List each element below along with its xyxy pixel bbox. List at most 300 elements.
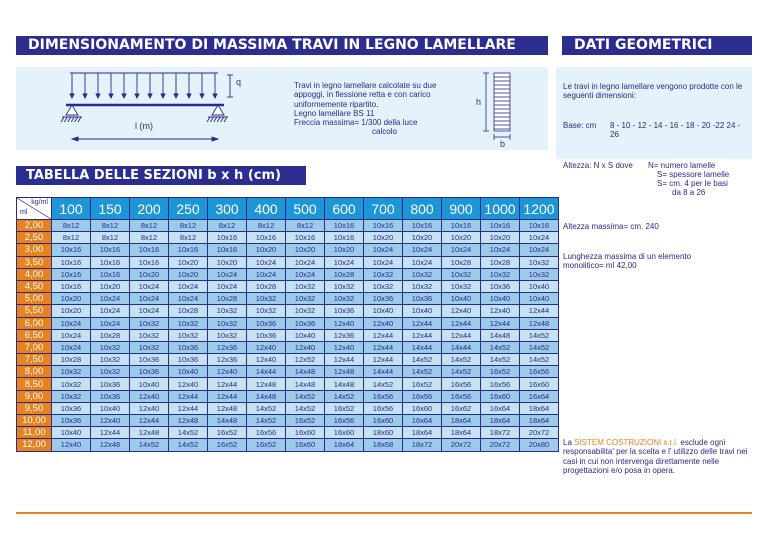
section-cell: 10x40 (403, 305, 442, 317)
desc-line: Legno lamellare BS 11 (294, 108, 375, 118)
altezza-s2: S= cm. 4 per le basi (657, 179, 728, 188)
section-cell: 10x40 (481, 293, 520, 305)
corner-span-unit: ml (20, 209, 28, 216)
section-cell: 8x12 (286, 220, 325, 232)
section-cell: 10x16 (325, 232, 364, 244)
load-header: 300 (208, 198, 247, 220)
section-cell: 12x40 (208, 366, 247, 378)
section-cell: 16x56 (325, 415, 364, 427)
section-cell: 16x52 (325, 402, 364, 414)
section-cell: 12x44 (481, 317, 520, 329)
section-cell: 10x36 (481, 280, 520, 292)
load-header: 150 (91, 198, 130, 220)
altezza-s3: da 8 a 26 (672, 188, 706, 197)
load-header: 900 (442, 198, 481, 220)
desc-line: Travi in legno lamellare calcolate su due (294, 81, 437, 90)
section-cell: 16x56 (403, 390, 442, 402)
section-cell: 10x20 (169, 256, 208, 268)
section-cell: 10x24 (169, 293, 208, 305)
section-cell: 12x40 (91, 415, 130, 427)
disclaimer-prefix: La (563, 438, 575, 447)
section-cell: 10x16 (208, 232, 247, 244)
section-cell: 14x52 (520, 341, 559, 353)
section-cell: 10x32 (130, 341, 169, 353)
section-cell: 18x64 (481, 415, 520, 427)
section-cell: 8x12 (247, 220, 286, 232)
section-cell: 10x24 (403, 256, 442, 268)
section-cell: 16x60 (520, 378, 559, 390)
section-cell: 10x32 (481, 268, 520, 280)
company-name: SISTEM COSTRUZIONI s.r.l. (574, 438, 679, 447)
section-cell: 12x40 (247, 341, 286, 353)
section-cell: 10x16 (442, 220, 481, 232)
table-body (17, 220, 559, 452)
section-cell: 10x32 (169, 317, 208, 329)
section-cell: 10x28 (325, 268, 364, 280)
section-cell: 14x52 (442, 354, 481, 366)
section-cell: 14x48 (325, 378, 364, 390)
section-cell: 10x24 (364, 256, 403, 268)
section-cell: 8x12 (91, 220, 130, 232)
desc-line: uniformemente ripartito. (294, 99, 379, 109)
base-label: Base: cm (563, 121, 597, 130)
section-cell: 14x52 (364, 378, 403, 390)
section-cell: 16x62 (442, 402, 481, 414)
section-cell: 14x52 (130, 439, 169, 451)
section-diagram (474, 67, 534, 149)
section-cell: 10x36 (52, 415, 91, 427)
section-cell: 12x40 (481, 305, 520, 317)
section-cell: 10x36 (403, 293, 442, 305)
section-cell: 12x44 (364, 329, 403, 341)
table-row (17, 378, 559, 390)
table-header-row (17, 198, 559, 220)
section-cell: 16x52 (247, 439, 286, 451)
section-cell: 10x16 (403, 220, 442, 232)
section-cell: 10x16 (208, 244, 247, 256)
beam-length-label: l (m) (135, 121, 153, 131)
section-cell: 10x40 (52, 427, 91, 439)
section-cell: 16x56 (442, 378, 481, 390)
section-cell: 10x28 (91, 329, 130, 341)
section-cell: 8x12 (130, 220, 169, 232)
section-cell: 10x36 (52, 402, 91, 414)
section-cell: 18x64 (520, 415, 559, 427)
section-cell: 16x56 (520, 366, 559, 378)
load-header: 500 (286, 198, 325, 220)
section-cell: 10x16 (52, 256, 91, 268)
section-cell: 16x60 (364, 415, 403, 427)
section-cell: 10x40 (364, 305, 403, 317)
section-cell: 12x40 (130, 402, 169, 414)
section-h-label: h (476, 97, 482, 107)
table-row (17, 366, 559, 378)
section-cell: 10x32 (130, 329, 169, 341)
section-cell: 10x40 (520, 293, 559, 305)
section-cell: 10x36 (91, 378, 130, 390)
section-cell: 14x44 (403, 341, 442, 353)
span-cell: 5,00 (17, 293, 52, 305)
load-header: 700 (364, 198, 403, 220)
section-cell: 10x20 (247, 244, 286, 256)
base-values: 8 - 10 - 12 - 14 - 16 - 18 - 20 -22 24 - 26 (610, 121, 741, 140)
span-cell: 6,50 (17, 329, 52, 341)
altezza-n: N= numero lamelle (648, 161, 716, 170)
section-cell: 10x16 (325, 220, 364, 232)
section-cell: 12x40 (169, 378, 208, 390)
load-header: 800 (403, 198, 442, 220)
section-cell: 10x24 (325, 256, 364, 268)
table-row (17, 427, 559, 439)
section-cell: 10x32 (169, 329, 208, 341)
section-cell: 18x72 (403, 439, 442, 451)
section-cell: 12x44 (208, 378, 247, 390)
span-cell: 9,50 (17, 402, 52, 414)
span-cell: 2,50 (17, 232, 52, 244)
section-cell: 10x20 (91, 280, 130, 292)
section-cell: 10x40 (130, 378, 169, 390)
section-cell: 12x44 (520, 305, 559, 317)
table-row (17, 317, 559, 329)
section-cell: 16x56 (364, 390, 403, 402)
section-cell: 20x72 (442, 439, 481, 451)
section-cell: 16x52 (286, 415, 325, 427)
section-cell: 10x24 (286, 256, 325, 268)
section-cell: 14x52 (403, 366, 442, 378)
section-cell: 10x24 (247, 256, 286, 268)
page-title: DIMENSIONAMENTO DI MASSIMA TRAVI IN LEGNO LAMELLARE (16, 36, 548, 55)
section-cell: 10x32 (208, 317, 247, 329)
section-cell: 10x16 (91, 244, 130, 256)
section-cell: 12x40 (325, 317, 364, 329)
section-cell: 10x16 (481, 220, 520, 232)
table-row (17, 280, 559, 292)
section-cell: 10x32 (520, 256, 559, 268)
section-cell: 10x16 (52, 244, 91, 256)
span-cell: 11,00 (17, 427, 52, 439)
section-cell: 10x24 (208, 280, 247, 292)
section-cell: 10x20 (325, 244, 364, 256)
section-cell: 10x24 (247, 268, 286, 280)
section-cell: 20x80 (520, 439, 559, 451)
table-row (17, 415, 559, 427)
bottom-rule (16, 512, 752, 514)
section-cell: 10x24 (91, 317, 130, 329)
section-cell: 12x44 (169, 402, 208, 414)
section-cell: 10x32 (403, 268, 442, 280)
span-cell: 5,50 (17, 305, 52, 317)
section-cell: 12x44 (403, 329, 442, 341)
section-cell: 12x36 (325, 329, 364, 341)
section-cell: 18x64 (442, 415, 481, 427)
section-cell: 10x28 (442, 256, 481, 268)
section-cell: 12x44 (403, 317, 442, 329)
section-cell: 12x40 (286, 341, 325, 353)
section-cell: 16x56 (364, 402, 403, 414)
section-cell: 16x60 (403, 402, 442, 414)
section-cell: 10x24 (130, 280, 169, 292)
section-cell: 18x72 (481, 427, 520, 439)
section-cell: 10x32 (286, 280, 325, 292)
section-cell: 10x24 (286, 268, 325, 280)
table-row (17, 390, 559, 402)
section-cell: 10x40 (286, 329, 325, 341)
intro-panel (16, 67, 548, 150)
section-cell: 10x32 (442, 280, 481, 292)
section-cell: 16x56 (247, 427, 286, 439)
load-header: 1200 (520, 198, 559, 220)
beam-diagram (56, 67, 276, 147)
section-cell: 10x24 (169, 280, 208, 292)
section-cell: 16x64 (403, 415, 442, 427)
section-cell: 10x36 (247, 317, 286, 329)
section-cell: 8x12 (130, 232, 169, 244)
section-cell: 14x48 (247, 390, 286, 402)
section-cell: 14x48 (208, 415, 247, 427)
table-row (17, 293, 559, 305)
desc-line: calcolo (372, 127, 397, 137)
section-cell: 10x16 (130, 244, 169, 256)
section-cell: 14x48 (286, 366, 325, 378)
table-row (17, 354, 559, 366)
section-cell: 10x36 (325, 305, 364, 317)
disclaimer-text: esclude ogni responsabilita' per la scelta e l' utilizzo delle travi nei casi in cui non intervenga direttamente nelle progettazioni e/o posa in opera. (563, 438, 748, 476)
section-cell: 18x68 (364, 439, 403, 451)
section-cell: 12x48 (130, 427, 169, 439)
section-cell: 16x60 (481, 390, 520, 402)
section-cell: 10x28 (247, 280, 286, 292)
section-cell: 14x52 (403, 354, 442, 366)
section-cell: 12x36 (208, 354, 247, 366)
section-cell: 10x24 (364, 244, 403, 256)
section-cell: 16x60 (286, 439, 325, 451)
beam-description (294, 81, 464, 137)
section-cell: 10x32 (325, 280, 364, 292)
desc-line: appoggi, in flessione retta e con carico (294, 90, 431, 100)
section-cell: 8x12 (52, 220, 91, 232)
section-cell: 10x36 (364, 293, 403, 305)
section-cell: 10x24 (52, 317, 91, 329)
section-cell: 10x24 (52, 329, 91, 341)
section-cell: 10x32 (520, 268, 559, 280)
section-cell: 10x36 (91, 390, 130, 402)
section-cell: 16x52 (208, 439, 247, 451)
geometry-panel (556, 67, 752, 159)
section-cell: 12x40 (442, 305, 481, 317)
desc-line: Freccia massima= 1/300 della luce (294, 118, 418, 128)
section-cell: 8x12 (208, 220, 247, 232)
section-cell: 10x32 (208, 329, 247, 341)
lunghezza-max: Lunghezza massima di un elemento monolitico= ml 42,00 (563, 252, 692, 271)
span-cell: 8,50 (17, 378, 52, 390)
section-cell: 14x52 (169, 427, 208, 439)
section-cell: 12x44 (364, 341, 403, 353)
section-cell: 12x48 (325, 366, 364, 378)
section-cell: 8x12 (169, 220, 208, 232)
section-cell: 12x40 (130, 390, 169, 402)
section-cell: 16x52 (208, 427, 247, 439)
section-cell: 10x20 (130, 268, 169, 280)
section-cell: 10x20 (286, 244, 325, 256)
section-cell: 12x52 (286, 354, 325, 366)
table-row (17, 232, 559, 244)
section-cell: 16x56 (481, 378, 520, 390)
section-cell: 10x24 (91, 293, 130, 305)
section-cell: 16x60 (325, 427, 364, 439)
section-cell: 18x64 (442, 427, 481, 439)
table-title: TABELLA DELLE SEZIONI b x h (cm) (16, 166, 306, 185)
section-cell: 10x40 (91, 402, 130, 414)
section-cell: 16x52 (403, 378, 442, 390)
section-cell: 10x32 (364, 268, 403, 280)
section-cell: 10x24 (52, 341, 91, 353)
section-cell: 10x24 (130, 305, 169, 317)
table-row (17, 329, 559, 341)
section-cell: 14x52 (481, 354, 520, 366)
section-cell: 10x16 (286, 232, 325, 244)
section-cell: 10x28 (208, 293, 247, 305)
load-header: 250 (169, 198, 208, 220)
section-cell: 10x32 (286, 305, 325, 317)
section-cell: 14x52 (247, 402, 286, 414)
geometry-title: DATI GEOMETRICI (562, 36, 752, 55)
section-cell: 10x40 (520, 280, 559, 292)
table-corner (17, 198, 52, 220)
table-row (17, 305, 559, 317)
section-cell: 10x20 (403, 232, 442, 244)
section-cell: 12x44 (364, 354, 403, 366)
geometry-intro: Le travi in legno lamellare vengono prodotte con le seguenti dimensioni: (563, 82, 743, 101)
section-cell: 10x24 (481, 244, 520, 256)
section-cell: 12x44 (442, 317, 481, 329)
section-cell: 20x72 (520, 427, 559, 439)
section-cell: 10x32 (325, 293, 364, 305)
section-cell: 10x32 (52, 390, 91, 402)
span-cell: 7,50 (17, 354, 52, 366)
section-cell: 10x16 (169, 244, 208, 256)
altezza-max: Altezza massima= cm. 240 (563, 222, 659, 231)
section-cell: 12x44 (442, 329, 481, 341)
section-cell: 10x36 (169, 354, 208, 366)
section-cell: 14x52 (520, 354, 559, 366)
section-cell: 14x52 (520, 329, 559, 341)
section-cell: 12x36 (208, 341, 247, 353)
table-row (17, 256, 559, 268)
section-cell: 10x32 (247, 293, 286, 305)
table-row (17, 439, 559, 451)
section-cell: 10x32 (91, 366, 130, 378)
section-cell: 10x32 (91, 341, 130, 353)
section-cell: 12x40 (247, 354, 286, 366)
section-cell: 10x16 (52, 280, 91, 292)
section-cell: 12x40 (325, 341, 364, 353)
section-cell: 10x32 (52, 378, 91, 390)
section-cell: 12x44 (169, 390, 208, 402)
section-cell: 10x36 (247, 329, 286, 341)
section-cell: 10x28 (52, 354, 91, 366)
section-cell: 10x32 (286, 293, 325, 305)
section-cell: 10x36 (286, 317, 325, 329)
table-row (17, 268, 559, 280)
section-cell: 10x32 (130, 317, 169, 329)
span-cell: 10,00 (17, 415, 52, 427)
section-cell: 10x28 (169, 305, 208, 317)
span-cell: 4,00 (17, 268, 52, 280)
section-cell: 14x52 (442, 366, 481, 378)
section-cell: 10x20 (169, 268, 208, 280)
section-cell: 14x52 (286, 390, 325, 402)
section-cell: 10x32 (247, 305, 286, 317)
disclaimer (563, 438, 749, 476)
table-row (17, 341, 559, 353)
section-cell: 14x52 (325, 390, 364, 402)
section-cell: 14x52 (481, 341, 520, 353)
span-cell: 7,00 (17, 341, 52, 353)
section-cell: 10x24 (442, 244, 481, 256)
section-cell: 10x28 (481, 256, 520, 268)
section-cell: 12x44 (208, 390, 247, 402)
section-cell: 10x32 (442, 268, 481, 280)
section-cell: 10x36 (169, 341, 208, 353)
section-cell: 10x24 (130, 293, 169, 305)
span-cell: 3,00 (17, 244, 52, 256)
section-cell: 10x20 (52, 305, 91, 317)
section-cell: 8x12 (52, 232, 91, 244)
section-cell: 12x48 (169, 415, 208, 427)
section-cell: 10x16 (520, 220, 559, 232)
section-cell: 10x20 (442, 232, 481, 244)
section-cell: 10x24 (520, 232, 559, 244)
section-cell: 10x20 (364, 232, 403, 244)
section-cell: 18x64 (520, 402, 559, 414)
span-cell: 6,00 (17, 317, 52, 329)
section-cell: 12x40 (364, 317, 403, 329)
section-cell: 12x48 (520, 317, 559, 329)
load-header: 1000 (481, 198, 520, 220)
section-cell: 10x20 (208, 256, 247, 268)
section-cell: 10x20 (52, 293, 91, 305)
span-cell: 4,50 (17, 280, 52, 292)
beam-q-label: q (236, 77, 242, 87)
span-cell: 3,50 (17, 256, 52, 268)
section-cell: 10x24 (208, 268, 247, 280)
section-cell: 14x44 (364, 366, 403, 378)
section-cell: 14x52 (169, 439, 208, 451)
section-cell: 16x64 (481, 402, 520, 414)
section-cell: 14x48 (481, 329, 520, 341)
table-row (17, 220, 559, 232)
load-header: 400 (247, 198, 286, 220)
section-cell: 14x52 (286, 402, 325, 414)
span-cell: 12,00 (17, 439, 52, 451)
section-cell: 12x48 (208, 402, 247, 414)
section-cell: 10x20 (481, 232, 520, 244)
section-cell: 10x16 (130, 256, 169, 268)
section-cell: 18x60 (364, 427, 403, 439)
section-cell: 10x36 (130, 366, 169, 378)
span-cell: 2,00 (17, 220, 52, 232)
section-cell: 16x60 (286, 427, 325, 439)
section-cell: 10x40 (169, 366, 208, 378)
load-header: 600 (325, 198, 364, 220)
load-header: 200 (130, 198, 169, 220)
section-cell: 14x44 (442, 341, 481, 353)
section-cell: 10x32 (208, 305, 247, 317)
altezza-s: S= spessore lamelle (657, 170, 730, 179)
sections-table (16, 197, 559, 452)
section-cell: 18x64 (325, 439, 364, 451)
section-cell: 14x48 (286, 378, 325, 390)
